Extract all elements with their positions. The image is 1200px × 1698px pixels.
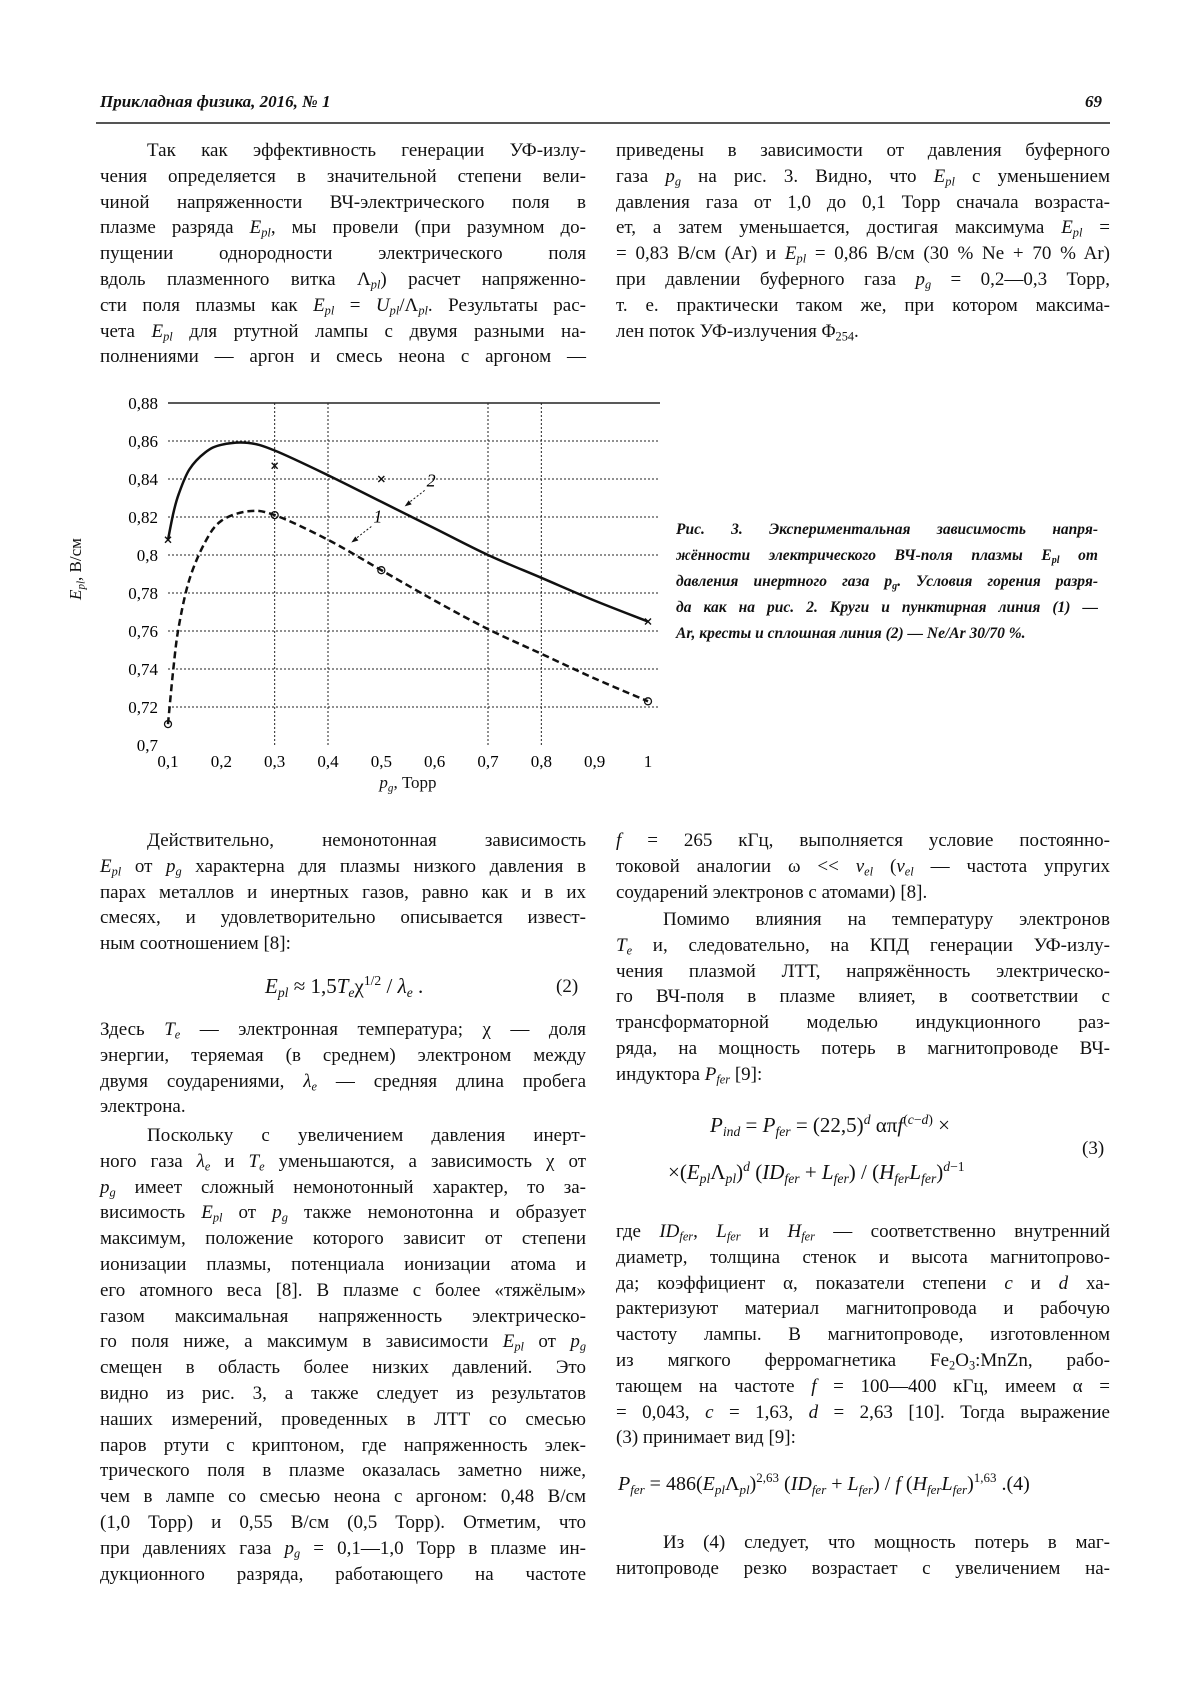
- text-line: = 0,83 В/см (Ar) и $E_{pl} = 0,86$ В/см (30 % Ne + 70 % Ar): [616, 243, 1110, 266]
- text-line: ряда, на мощность потерь в магнитопроводе ВЧ-: [616, 1037, 1110, 1059]
- text-line: Из (4) следует, что мощность потерь в маг-: [663, 1532, 1110, 1553]
- text-line: чения плазмой ЛТТ, напряжённость электрическо-: [616, 960, 1110, 982]
- text-line: (1,0 Торр) и 0,55 В/см (0,5 Торр). Отметим, что: [100, 1511, 586, 1533]
- text-line: т. е. практически таком же, при котором максима-: [616, 294, 1110, 316]
- series-2-point: [378, 476, 384, 482]
- text-line: вдоль плазменного витка $\Lambda_{pl}$) расчет напряженно-: [100, 268, 586, 292]
- text-line: из мягкого ферромагнетика $Fe_2O_3:MnZn$, рабо-: [616, 1349, 1110, 1373]
- series-1-line: [168, 511, 648, 724]
- equation-3-line-1: $P_{ind} = P_{fer} = (22,5)^d$ απf$^{(c-d)}$ ×: [710, 1111, 950, 1140]
- text-line: сти поля плазмы как $E_{pl} = U_{pl}/\Lambda_{pl}$. Результаты рас-: [100, 294, 586, 318]
- equation-2: $E_{pl} \approx 1,5T_e\chi^{1/2} / \lambda_e$ .: [265, 972, 424, 1001]
- text-line: чем в лампе со смесью неона с аргоном: 0,48 В/см: [100, 1486, 586, 1508]
- equation-3-line-2: $\times(E_{pl}\Lambda_{pl})^d$ $(ID_{fer} + L_{fer}) / (H_{fer}L_{fer})^{d-1}$: [668, 1158, 965, 1187]
- text-line: $p_g$ имеет сложный немонотонный характер, то за-: [100, 1176, 586, 1200]
- text-line: чета $E_{pl}$ для ртутной лампы с двумя разными на-: [100, 320, 586, 344]
- text-line: приведены в зависимости от давления буферного: [616, 140, 1110, 161]
- text-line: $T_e$ и, следовательно, на КПД генерации УФ-излу-: [616, 934, 1110, 958]
- text-line: его атомного веса [8]. В плазме с более «тяжёлым»: [100, 1279, 586, 1301]
- lower-right-paragraph-1: [616, 828, 1110, 905]
- y-tick-label: 0,88: [128, 394, 158, 413]
- x-tick-label: 0,2: [210, 752, 232, 771]
- text-line: да; коэффициент α, показатели степени c и d ха-: [616, 1272, 1111, 1294]
- equation-4: $P_{fer} = 486(E_{pl}\Lambda_{pl})^{2,63}$ $(ID_{fer} + L_{fer}) / f$ $(H_{fer}L_{fer})^{1,63}$ .(4): [618, 1470, 1030, 1497]
- equation-2-number: (2): [556, 976, 579, 997]
- page-number: 69: [1085, 92, 1102, 111]
- text-line: паров ртути с криптоном, где напряженность элек-: [100, 1434, 586, 1456]
- y-tick-label: 0,82: [128, 508, 158, 527]
- y-tick-label: 0,7: [136, 736, 158, 755]
- x-tick-label: 0,7: [477, 752, 499, 771]
- text-line: газом максимальная напряженность электрическо-: [100, 1305, 586, 1327]
- text-line: наших измерений, проведенных в ЛТТ со смесью: [100, 1408, 586, 1430]
- text-line: жённости электрического ВЧ-поля плазмы $E_{pl}$ от: [676, 547, 1098, 567]
- x-axis-label: $p_g$, Торр: [379, 773, 437, 795]
- y-tick-label: 0,76: [128, 622, 158, 641]
- text-line: лен поток УФ-излучения $\Phi_{254}$.: [616, 320, 859, 344]
- text-line: дукционного разряда, работающего на частоте: [100, 1563, 586, 1585]
- figure-caption: [676, 517, 1098, 647]
- text-line: плазме разряда $E_{pl}$, мы провели (при разумном до-: [100, 217, 586, 241]
- x-tick-label: 0,5: [370, 752, 392, 771]
- text-line: частоту лампы. В магнитопроводе, изготовленном: [616, 1324, 1110, 1346]
- text-line: при давлении буферного газа $p_g$ = 0,2—0,3 Торр,: [616, 268, 1110, 292]
- top-left-paragraph: [100, 138, 586, 370]
- text-line: f = 265 кГц, выполняется условие постоянно-: [616, 830, 1110, 851]
- lower-left-paragraph-2: [100, 1017, 586, 1120]
- journal-header: Прикладная физика, 2016, № 1: [100, 92, 331, 111]
- figure-3-chart: [66, 380, 670, 820]
- text-line: Ar, кресты и сплошная линия (2) — Ne/Ar 30/70 %.: [676, 625, 1026, 642]
- text-line: пущении однородности электрического поля: [100, 243, 586, 265]
- text-line: го ВЧ-поля в плазме влияет, в соответствии с: [616, 986, 1110, 1008]
- text-line: трансформаторной моделью индукционного раз-: [616, 1012, 1110, 1034]
- text-line: ного газа $\lambda_e$ и $T_e$ уменьшаются, а зависимость χ от: [100, 1150, 587, 1174]
- text-line: индуктора $P_{fer}$ [9]:: [616, 1063, 763, 1087]
- text-line: Рис. 3. Экспериментальная зависимость напря-: [676, 521, 1098, 538]
- x-tick-label: 0,6: [424, 752, 446, 771]
- x-tick-label: 1: [643, 752, 653, 771]
- text-line: электрона.: [100, 1096, 186, 1118]
- x-tick-label: 0,8: [530, 752, 552, 771]
- text-line: смесях, и удовлетворительно описывается извест-: [100, 907, 586, 929]
- text-line: Действительно, немонотонная зависимость: [147, 830, 586, 851]
- text-line: полнениями — аргон и смесь неона с аргоном —: [100, 346, 586, 368]
- text-line: давления инертного газа $p_g$. Условия горения разря-: [676, 573, 1098, 593]
- series-2-line: [168, 443, 648, 622]
- text-line: смещен в область более низких давлений. Это: [100, 1357, 586, 1379]
- text-line: токовой аналогии $\omega << \nu_{el}$ ($\nu_{el}$ — частота упругих: [616, 855, 1111, 879]
- text-line: газа $p_g$ на рис. 3. Видно, что $E_{pl}$ с уменьшением: [616, 165, 1111, 189]
- text-line: рактеризуют материал магнитопровода и рабочую: [616, 1298, 1110, 1320]
- y-tick-label: 0,74: [128, 660, 158, 679]
- lower-left-paragraph-3: [100, 1123, 586, 1587]
- series-2-label: 2: [426, 470, 436, 491]
- lower-right-paragraph-4: [616, 1530, 1110, 1582]
- text-line: максимум, положение которого зависит от степени: [100, 1228, 586, 1250]
- text-line: $E_{pl}$ от $p_g$ характерна для плазмы низкого давления в: [100, 855, 586, 879]
- lower-left-paragraph-1: [100, 828, 586, 957]
- equation-3-number: (3): [1082, 1138, 1105, 1159]
- text-line: висимость $E_{pl}$ от $p_g$ также немонотонна и образует: [100, 1202, 586, 1226]
- text-line: да как на рис. 2. Круги и пунктирная линия (1) —: [676, 599, 1098, 616]
- text-line: ет, а затем уменьшается, достигая максимума $E_{pl}$ =: [616, 217, 1110, 241]
- text-line: парах металлов и инертных газов, равно как и в их: [100, 881, 586, 903]
- x-tick-label: 0,1: [157, 752, 179, 771]
- text-line: Поскольку с увеличением давления инерт-: [147, 1125, 586, 1146]
- text-line: Так как эффективность генерации УФ-излу-: [147, 140, 586, 161]
- text-line: (3) принимает вид [9]:: [616, 1427, 796, 1449]
- series-1-label: 1: [373, 506, 383, 527]
- text-line: давления газа от 1,0 до 0,1 Торр сначала возраста-: [616, 191, 1110, 213]
- y-tick-label: 0,78: [128, 584, 158, 603]
- x-tick-label: 0,3: [264, 752, 286, 771]
- header-rule: [96, 122, 1110, 124]
- text-line: диаметр, толщина стенок и высота магнитопрово-: [616, 1246, 1110, 1268]
- text-line: Здесь $T_e$ — электронная температура; χ — доля: [100, 1019, 587, 1042]
- text-line: где $ID_{fer}$, $L_{fer}$ и $H_{fer}$ — соответственно внутренний: [616, 1221, 1110, 1244]
- text-line: при давлениях газа $p_g$ = 0,1—1,0 Торр в плазме ин-: [100, 1537, 586, 1561]
- text-line: го поля ниже, а максимум в зависимости $E_{pl}$ от $p_g$: [100, 1331, 586, 1355]
- lower-right-paragraph-2: [616, 907, 1110, 1088]
- top-right-paragraph: [616, 138, 1110, 344]
- text-line: чения определяется в значительной степени вели-: [100, 165, 586, 187]
- text-line: трического поля в плазме оказалась заметно ниже,: [100, 1460, 586, 1482]
- text-line: двумя соударениями, $\lambda_e$ — средняя длина пробега: [100, 1070, 586, 1094]
- text-line: ионизации плазмы, потенциала ионизации атома и: [100, 1253, 586, 1275]
- x-tick-label: 0,9: [584, 752, 606, 771]
- y-axis-label: $E_{pl}$, В/см: [66, 538, 88, 600]
- text-line: чиной напряженности ВЧ-электрического поля в: [100, 191, 586, 213]
- y-tick-label: 0,84: [128, 470, 158, 489]
- text-line: тающем на частоте f = 100—400 кГц, имеем α =: [616, 1375, 1110, 1397]
- text-line: Помимо влияния на температуру электронов: [663, 909, 1110, 930]
- y-tick-label: 0,8: [136, 546, 158, 565]
- x-tick-label: 0,4: [317, 752, 339, 771]
- text-line: соударений электронов с атомами) [8].: [616, 881, 928, 903]
- text-line: нитопроводе резко возрастает с увеличением на-: [616, 1557, 1110, 1579]
- text-line: энергии, теряемая (в среднем) электроном между: [100, 1044, 586, 1066]
- text-line: ным соотношением [8]:: [100, 933, 291, 955]
- y-tick-label: 0,72: [128, 698, 158, 717]
- text-line: видно из рис. 3, а также следует из результатов: [100, 1382, 586, 1404]
- text-line: = 0,043, c = 1,63, d = 2,63 [10]. Тогда выражение: [616, 1401, 1110, 1423]
- y-tick-label: 0,86: [128, 432, 158, 451]
- lower-right-paragraph-3: [616, 1219, 1110, 1451]
